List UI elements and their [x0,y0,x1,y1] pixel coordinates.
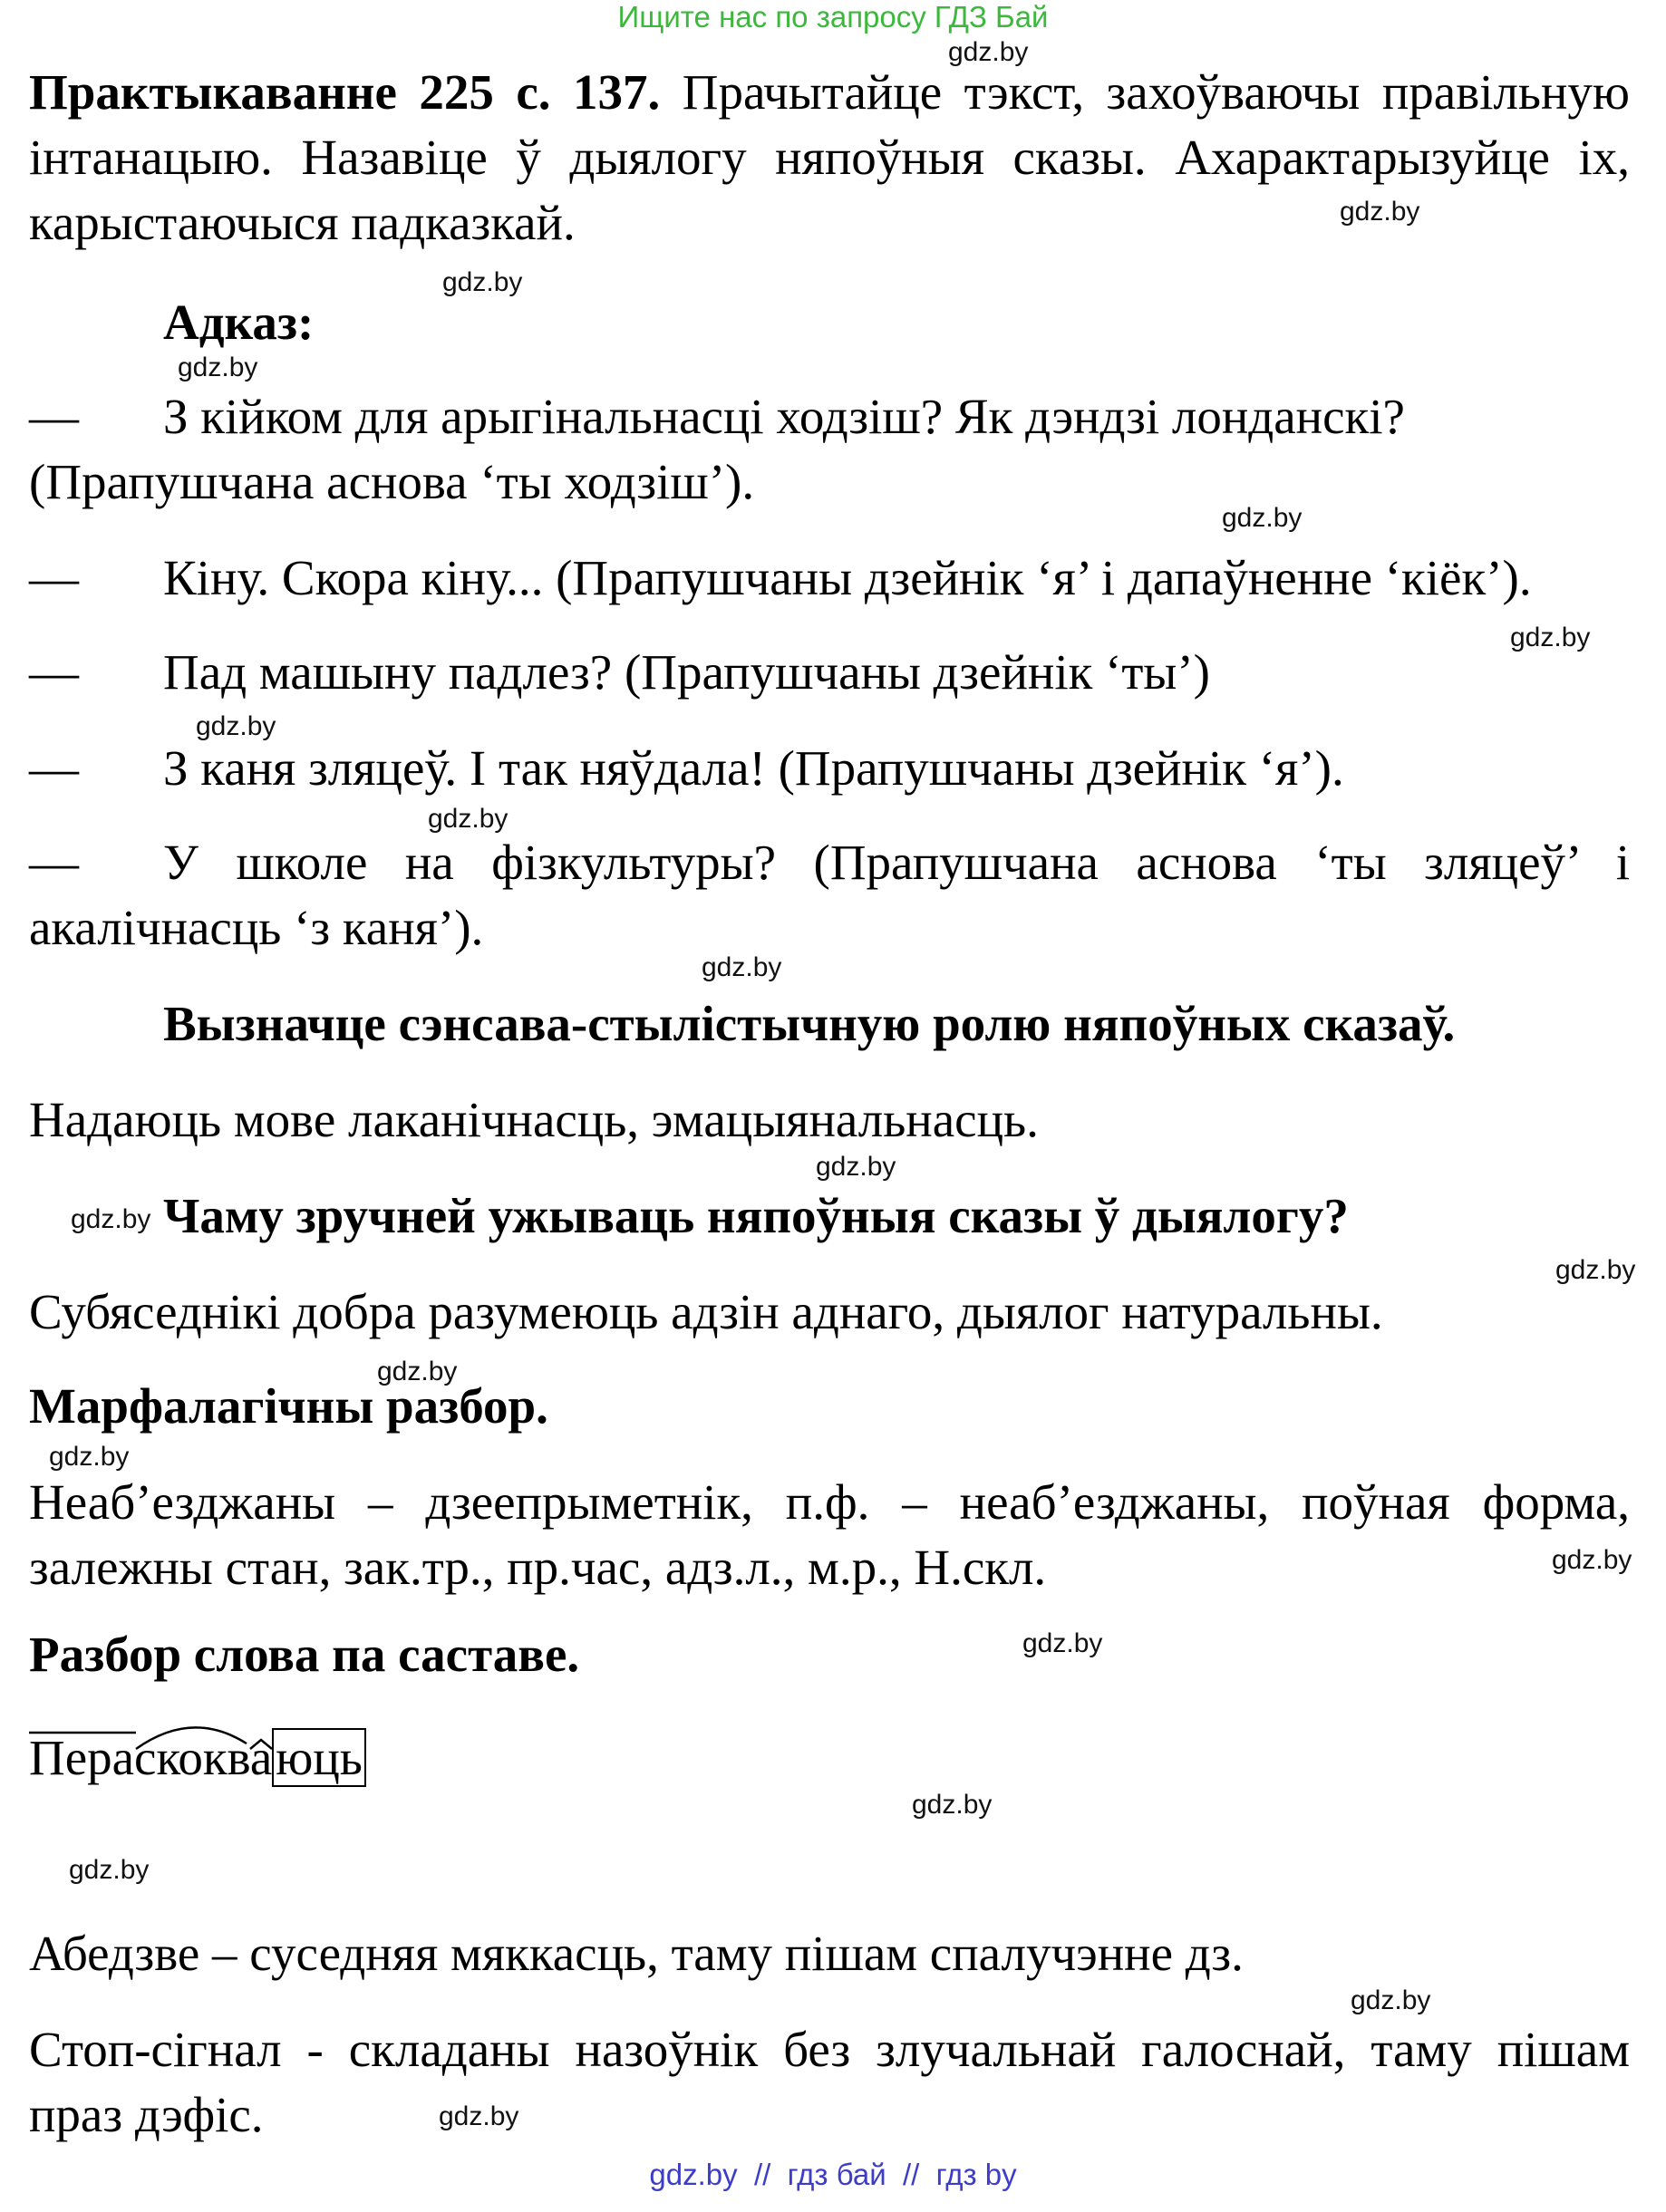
watermark: gdz.by [49,1442,130,1472]
dialogue-dash: — [29,550,79,605]
dialogue-dash: — [29,389,79,444]
watermark: gdz.by [178,353,258,382]
dialogue-line-1: З кійком для арыгінальнасці ходзіш? Як дэндзі лонданскі? [163,389,1405,444]
morpheme-prefix: Пера [29,1730,135,1785]
morph-heading: Марфалагічны разбор. [29,1378,548,1434]
stop-signal-note: Стоп-сігнал - складаны назоўнік без злучальнай галоснай, таму пішам праз дэфіс. [29,2022,1630,2142]
dialogue-line-1-cont: (Прапушчана аснова ‘ты ходзіш’). [29,454,755,509]
watermark: gdz.by [196,711,276,741]
watermark: gdz.by [1510,623,1591,652]
abedzve-note: Абедзве – суседняя мяккасць, таму пішам спалучэнне дз. [29,1926,1244,1981]
footer-links[interactable]: gdz.by // гдз бай // гдз by [649,2158,1017,2191]
composed-word [29,1725,366,1791]
dialogue-line-5-cont: акалічнасць ‘з каня’). [29,900,484,955]
question-1-heading: Вызначце сэнсава-стылістычную ролю няпоўных сказаў. [163,996,1456,1051]
watermark: gdz.by [71,1204,151,1234]
watermark: gdz.by [816,1152,896,1182]
watermark: gdz.by [948,37,1029,67]
watermark: gdz.by [439,2101,519,2131]
dialogue-line-5: У школе на фізкультуры? (Прапушчана аснова ‘ты зляцеў’ і [163,835,1630,890]
word-composition [29,1716,410,1789]
task-label: Практыкаванне 225 с. 137. [29,64,661,120]
dialogue-dash: — [29,740,79,796]
site-banner[interactable]: Ищите нас по запросу ГДЗ Бай [617,0,1049,34]
question-2-heading: Чаму зручней ужываць няпоўныя сказы ў дыялогу? [163,1188,1349,1243]
watermark: gdz.by [442,267,523,297]
watermark: gdz.by [1555,1255,1636,1285]
dialogue-line-2: Кіну. Скора кіну... (Прапушчаны дзейнік ‘я’ і дапаўненне ‘кіёк’). [163,550,1532,605]
watermark: gdz.by [428,804,509,834]
morpheme-ending: юць [272,1728,366,1787]
question-1-answer: Надаюць мове лаканічнасць, эмацыянальнасць. [29,1092,1039,1147]
watermark: gdz.by [1552,1545,1632,1575]
watermark: gdz.by [702,952,782,982]
watermark: gdz.by [912,1790,993,1820]
answer-heading: Адказ: [163,295,315,350]
dialogue-line-3: Пад машыну падлез? (Прапушчаны дзейнік ‘ты’) [163,644,1210,700]
morpheme-root: скокв [134,1730,250,1785]
dialogue-dash: — [29,644,79,700]
dialogue-line-4: З каня зляцеў. І так няўдала! (Прапушчаны дзейнік ‘я’). [163,740,1344,796]
task-statement [29,60,1630,256]
morpheme-suffix: а [249,1730,273,1785]
watermark: gdz.by [69,1855,150,1885]
morph-text: Неаб’езджаны – дзеепрыметнік, п.ф. – неаб’езджаны, поўная форма, залежны стан, зак.тр., пр.час, адз.л., м.р., Н.скл. [29,1474,1630,1595]
watermark: gdz.by [1022,1628,1103,1658]
composition-heading: Разбор слова па саставе. [29,1627,580,1682]
watermark: gdz.by [377,1357,458,1386]
watermark: gdz.by [1351,1985,1431,2015]
watermark: gdz.by [1340,197,1420,227]
watermark: gdz.by [1222,503,1303,533]
question-2-answer: Субяседнікі добра разумеюць адзін аднаго, дыялог натуральны. [29,1284,1383,1339]
task-text: Прачытайце тэкст, захоўваючы правільную інтанацыю. Назавіце ў дыялогу няпоўныя сказы. Ахарактарызуйце іх, карыстаючыся падказкай. [29,64,1630,250]
dialogue-dash: — [29,835,79,890]
